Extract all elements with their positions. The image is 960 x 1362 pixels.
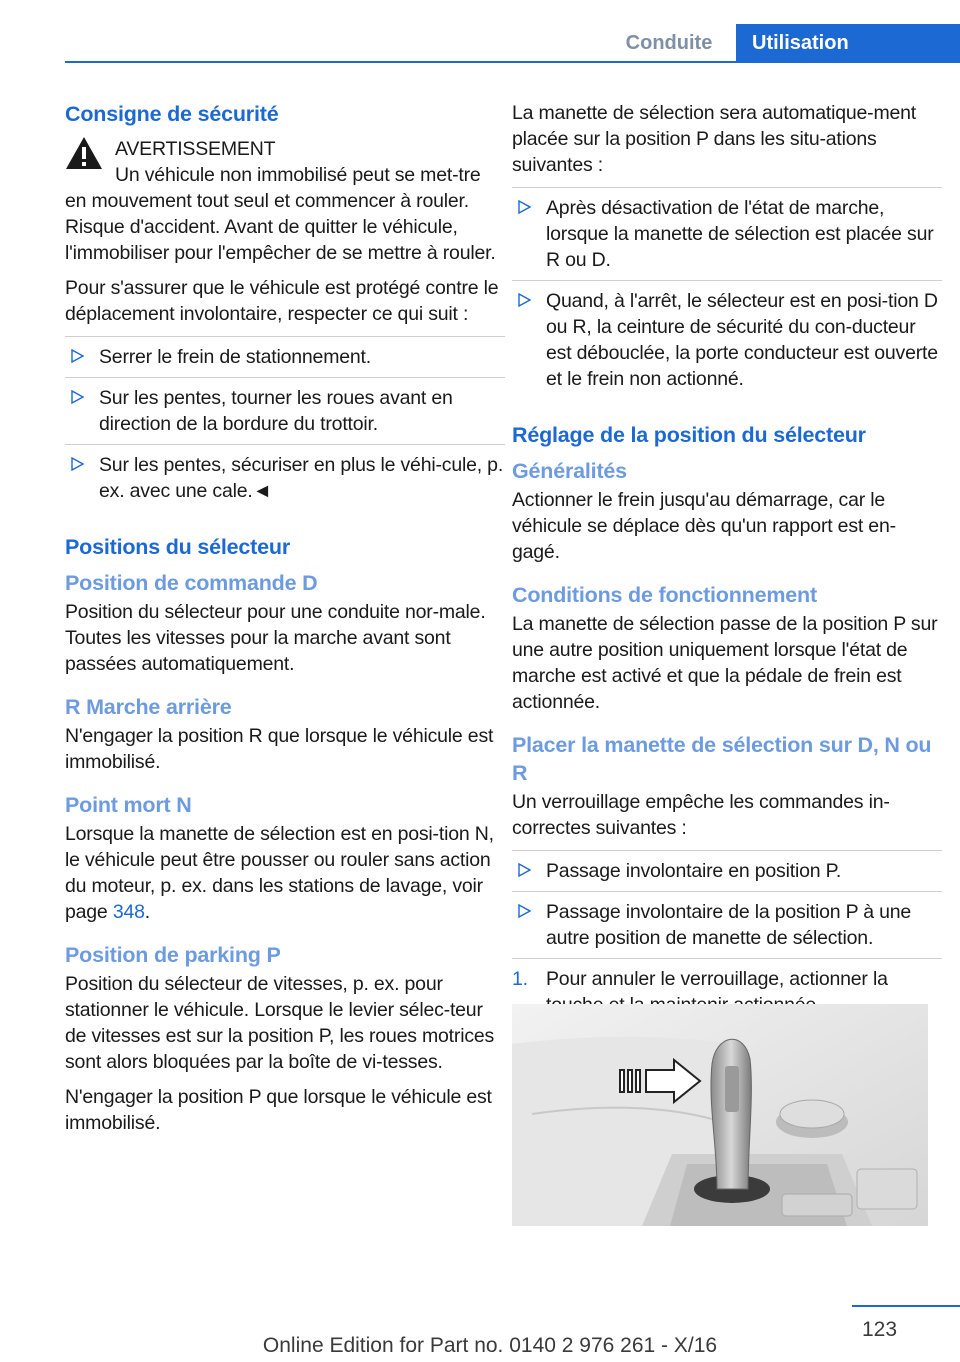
page-number-rule	[852, 1305, 960, 1307]
page-number: 123	[862, 1318, 898, 1341]
warning-label: AVERTISSEMENT	[115, 138, 276, 160]
right-column	[512, 100, 942, 1033]
position-n-text-end: .	[144, 901, 150, 923]
placer-text: Un verrouillage empêche les commandes in-correctes suivantes :	[512, 791, 890, 839]
warning-triangle-icon	[65, 136, 103, 170]
placer-list	[512, 850, 942, 958]
position-p-text: Position du sélecteur de vitesses, p. ex. pour stationner le véhicule. Lorsque le levier sélec-teur de vitesses est sur la position P, les roues motrices sont alors bloquées par la boîte de vi-tesses.	[65, 973, 495, 1073]
warning-text: Un véhicule non immobilisé peut se met-tre en mouvement tout seul et commencer à rouler. Risque d'accident. Avant de quitter le véhicule, l'immobiliser pour l'empêcher de se mettre à rouler.	[65, 164, 496, 264]
heading-conditions: Conditions de fonctionnement	[512, 583, 817, 607]
heading-reglage: Réglage de la position du sélecteur	[512, 423, 866, 447]
triangle-bullet-icon	[518, 200, 531, 214]
header-tab-utilisation[interactable]: Utilisation	[736, 24, 960, 63]
list-item-text: Après désactivation de l'état de marche, lorsque la manette de sélection est placée sur R ou D.	[546, 197, 934, 271]
auto-p-intro: La manette de sélection sera automatique-ment placée sur la position P dans les situ-ations suivantes :	[512, 102, 916, 176]
triangle-bullet-icon	[518, 863, 531, 877]
conditions-text: La manette de sélection passe de la position P sur une autre position uniquement lorsque l'état de marche est activé et que la pédale de frein est actionnée.	[512, 613, 938, 713]
gear-selector-illustration	[512, 1004, 928, 1226]
left-column	[65, 100, 505, 1145]
step-number: 1.	[512, 968, 528, 990]
page-link[interactable]: 348	[112, 901, 145, 923]
auto-p-list	[512, 187, 942, 399]
position-p-note: N'engager la position P que lorsque le véhicule est immobilisé.	[65, 1086, 492, 1134]
list-item	[65, 377, 505, 444]
list-item	[512, 280, 942, 399]
safety-list	[65, 336, 505, 511]
heading-positions: Positions du sélecteur	[65, 535, 290, 559]
heading-placer: Placer la manette de sélection sur D, N ou R	[512, 733, 932, 785]
edition-footer: Online Edition for Part no. 0140 2 976 261 - X/16	[262, 1334, 718, 1357]
heading-consigne: Consigne de sécurité	[65, 102, 279, 126]
header-rule	[65, 61, 960, 63]
list-item-text: Passage involontaire en position P.	[546, 860, 842, 882]
position-n-text-body: Lorsque la manette de sélection est en posi-tion N, le véhicule peut être pousser ou rouler sans action du moteur, p. ex. dans les stations de lavage, voir page	[65, 823, 494, 923]
position-r-text: N'engager la position R que lorsque le véhicule est immobilisé.	[65, 725, 494, 773]
list-item-text: Quand, à l'arrêt, le sélecteur est en posi-tion D ou R, la ceinture de sécurité du con-ducteur est débouclée, la porte conducteur est ouverte et le frein non actionné.	[546, 290, 938, 390]
list-item	[65, 444, 505, 511]
triangle-bullet-icon	[71, 390, 84, 404]
heading-position-r: R Marche arrière	[65, 695, 232, 719]
triangle-bullet-icon	[71, 349, 84, 363]
list-item	[512, 891, 942, 958]
position-d-text: Position du sélecteur pour une conduite nor-male. Toutes les vitesses pour la marche avant sont passées automatiquement.	[65, 601, 486, 675]
list-item-text: Serrer le frein de stationnement.	[99, 346, 371, 368]
triangle-bullet-icon	[518, 904, 531, 918]
triangle-bullet-icon	[518, 293, 531, 307]
heading-generalites: Généralités	[512, 459, 627, 483]
list-item	[512, 850, 942, 891]
warning-block	[65, 136, 505, 188]
heading-position-n: Point mort N	[65, 793, 192, 817]
list-item	[512, 187, 942, 280]
header-tab-conduite[interactable]: Conduite	[625, 32, 713, 54]
position-n-text	[65, 821, 505, 925]
triangle-bullet-icon	[71, 457, 84, 471]
step-text: Pour annuler le verrouillage, actionner la	[546, 968, 888, 990]
intro-text: Pour s'assurer que le véhicule est protégé contre le déplacement involontaire, respecter ce qui suit :	[65, 277, 499, 325]
generalites-text: Actionner le frein jusqu'au démarrage, car le véhicule se déplace dès qu'un rapport est en-gagé.	[512, 489, 896, 563]
list-item-text: Sur les pentes, tourner les roues avant en direction de la bordure du trottoir.	[99, 387, 453, 435]
list-item-text: Passage involontaire de la position P à une autre position de manette de sélection.	[546, 901, 912, 949]
list-item	[65, 336, 505, 377]
heading-position-p: Position de parking P	[65, 943, 281, 967]
list-item-text: Sur les pentes, sécuriser en plus le véhi-cule, p. ex. avec une cale.◄	[99, 454, 504, 502]
heading-position-d: Position de commande D	[65, 571, 318, 595]
